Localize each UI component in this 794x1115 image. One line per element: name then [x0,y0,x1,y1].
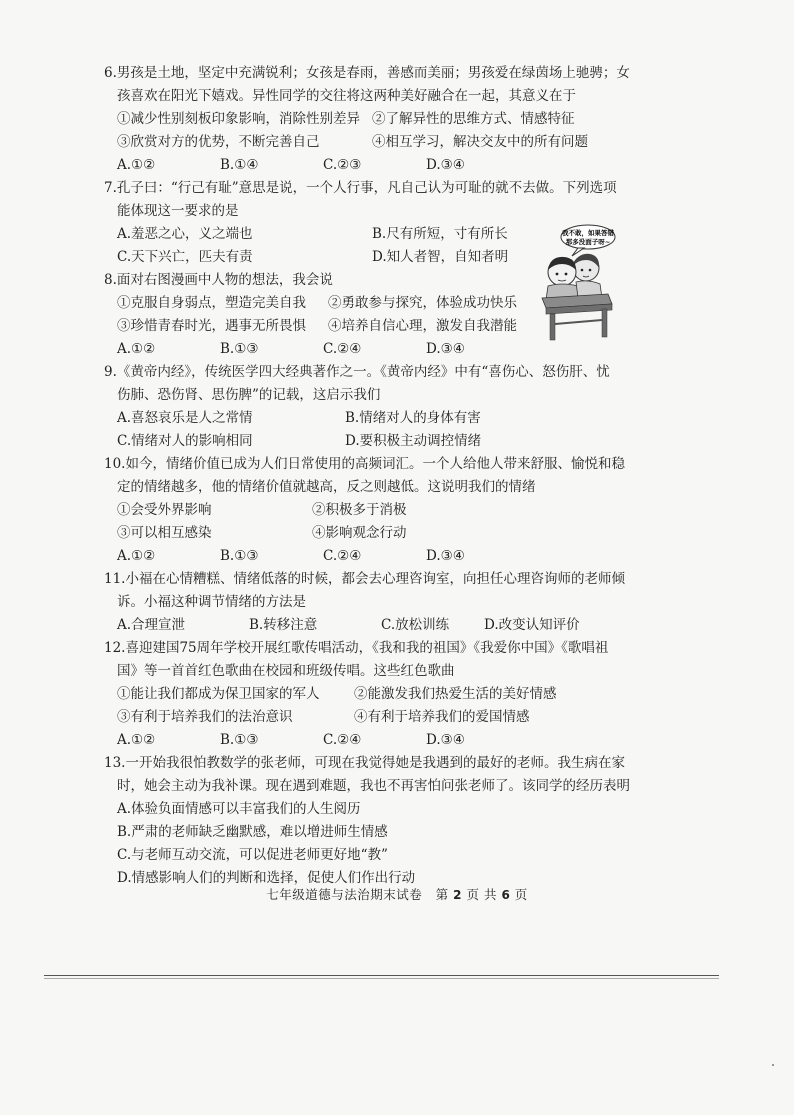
questions-area [104,62,664,890]
q10-statement-1: ①会受外界影响 [117,502,212,518]
page-number: 2 [453,888,462,902]
q11-options [104,614,664,637]
exam-title: 七年级道德与法治期末试卷 [266,887,423,902]
q11-stem-1: 11.小福在心情糟糕、情绪低落的时候，都会去心理咨询室，向担任心理咨询师的老师倾 [104,571,625,587]
q9-option-c[interactable]: C.情绪对人的影响相同 [117,433,253,449]
q11-stem-2: 诉。小福这种调节情绪的方法是 [117,594,306,610]
q8-option-d[interactable]: D.③④ [426,341,465,357]
page-footer [0,885,794,903]
q10-option-c[interactable]: C.②④ [323,548,362,564]
q9-options-1 [104,407,664,430]
q13-option-c[interactable]: C.与老师互动交流，可以促进老师更好地“教” [117,847,388,863]
q9-option-d[interactable]: D.要积极主动调控情绪 [345,433,482,449]
q6-statement-2: ②了解异性的思维方式、情感特征 [372,111,575,127]
q13-stem-1: 13.一开始我很怕教数学的张老师，可现在我觉得她是我遇到的最好的老师。我生病在家 [104,755,625,771]
q8-statement-1: ①克服自身弱点，塑造完美自我 [117,295,306,311]
q7-option-a[interactable]: A.羞恶之心，义之端也 [117,226,253,242]
q8-statement-2: ②勇敢参与探究，体验成功快乐 [328,295,517,311]
q10-stem-2: 定的情绪越多，他的情绪价值就越高，反之则越低。这说明我们的情绪 [117,479,536,495]
q10-option-a[interactable]: A.①② [117,548,156,564]
q12-statements-1 [104,683,664,706]
q8-statement-4: ④培养自信心理，激发自我潜能 [328,318,517,334]
q12-statement-3: ③有利于培养我们的法治意识 [117,709,293,725]
q12-stem-1: 12.喜迎建国75周年学校开展红歌传唱活动，《我和我的祖国》《我爱你中国》《歌唱祖 [104,640,609,656]
q12-statement-1: ①能让我们都成为保卫国家的军人 [117,686,320,702]
q9-options-2 [104,430,664,453]
desk-leg [602,309,607,337]
q6-statement-1: ①减少性别刻板印象影响，消除性别差异 [117,111,360,127]
cartoon-illustration [538,224,616,342]
desk-leg [550,314,555,340]
q6-statements-1 [104,108,664,131]
q11-option-d[interactable]: D.改变认知评价 [484,617,580,633]
q6-stem-1: 6.男孩是土地，坚定中充满锐利；女孩是春雨，善感而美丽；男孩爱在绿茵场上驰骋；女 [104,65,630,81]
q12-statements-2 [104,706,664,729]
q12-option-a[interactable]: A.①② [117,732,156,748]
q10-statement-3: ③可以相互感染 [117,525,212,541]
bubble-line-1: 我不敢，如果答错 [562,229,614,237]
q7-option-d[interactable]: D.知人者智，自知者明 [372,249,509,265]
q11-option-c[interactable]: C.放松训练 [381,617,450,633]
q13-option-d[interactable]: D.情感影响人们的判断和选择，促使人们作出行动 [117,870,416,886]
q8-option-a[interactable]: A.①② [117,341,156,357]
bubble-line-2: 那多没面子呀~ [565,238,611,246]
q7-option-b[interactable]: B.尺有所短，寸有所长 [372,226,508,242]
page-suffix: 页 [514,887,528,902]
q6-option-a[interactable]: A.①② [117,157,156,173]
q13-option-a[interactable]: A.体验负面情感可以丰富我们的人生阅历 [117,801,361,817]
q6-statement-4: ④相互学习，解决交友中的所有问题 [372,134,588,150]
page-prefix: 第 [435,887,449,902]
q11-option-b[interactable]: B.转移注意 [249,617,318,633]
q9-option-b[interactable]: B.情绪对人的身体有害 [345,410,481,426]
q6-statement-3: ③欣赏对方的优势，不断完善自己 [117,134,320,150]
cartoon-drawing [538,224,616,342]
q10-statements-1 [104,499,664,522]
q8-option-b[interactable]: B.①③ [220,341,259,357]
q10-option-b[interactable]: B.①③ [220,548,259,564]
q7-stem-1: 7.孔子曰：“行己有耻”意思是说，一个人行事，凡自己认为可耻的就不去做。下列选项 [104,180,617,196]
q6-option-b[interactable]: B.①④ [220,157,259,173]
q12-option-c[interactable]: C.②④ [323,732,362,748]
q6-option-d[interactable]: D.③④ [426,157,465,173]
q9-stem-1: 9.《黄帝内经》，传统医学四大经典著作之一。《黄帝内经》中有“喜伤心、怒伤肝、忧 [104,364,610,380]
q10-stem-1: 10.如今，情绪价值已成为人们日常使用的高频词汇。一个人给他人带来舒服、愉悦和稳 [104,456,625,472]
q12-statement-4: ④有利于培养我们的爱国情感 [354,709,530,725]
q11-option-a[interactable]: A.合理宣泄 [117,617,186,633]
q9-option-a[interactable]: A.喜怒哀乐是人之常情 [117,410,253,426]
q7-option-c[interactable]: C.天下兴亡，匹夫有责 [117,249,253,265]
scan-speck [772,1064,774,1066]
total-pages: 6 [501,888,511,902]
bottom-rule-shadow [44,978,719,979]
q6-statements-2 [104,131,664,154]
q10-statement-4: ④影响观念行动 [312,525,407,541]
q6-options [104,154,664,177]
q6-option-c[interactable]: C.②③ [323,157,362,173]
q13-stem-2: 时，她会主动为我补课。现在遇到难题，我也不再害怕问张老师了。该同学的经历表明 [117,778,630,794]
q12-options [104,729,664,752]
q10-statements-2 [104,522,664,545]
q7-stem-2: 能体现这一要求的是 [117,203,239,219]
bottom-rule [44,975,719,976]
q12-option-d[interactable]: D.③④ [426,732,465,748]
q8-stem-1: 8.面对右图漫画中人物的想法，我会说 [104,272,333,288]
q12-option-b[interactable]: B.①③ [220,732,259,748]
q8-option-c[interactable]: C.②④ [323,341,362,357]
q10-statement-2: ②积极多于消极 [312,502,407,518]
q6-stem-2: 孩喜欢在阳光下嬉戏。异性同学的交往将这两种美好融合在一起，其意义在于 [117,88,576,104]
q10-options [104,545,664,568]
q8-statement-3: ③珍惜青春时光，遇事无所畏惧 [117,318,306,334]
q13-option-b[interactable]: B.严肃的老师缺乏幽默感，难以增进师生情感 [117,824,388,840]
q12-stem-2: 国》等一首首红色歌曲在校园和班级传唱。这些红色歌曲 [117,663,455,679]
q12-statement-2: ②能激发我们热爱生活的美好情感 [354,686,557,702]
q10-option-d[interactable]: D.③④ [426,548,465,564]
q9-stem-2: 伤肺、恐伤肾、思伤脾”的记载，这启示我们 [117,387,381,403]
page-mid: 页 共 [466,887,497,902]
